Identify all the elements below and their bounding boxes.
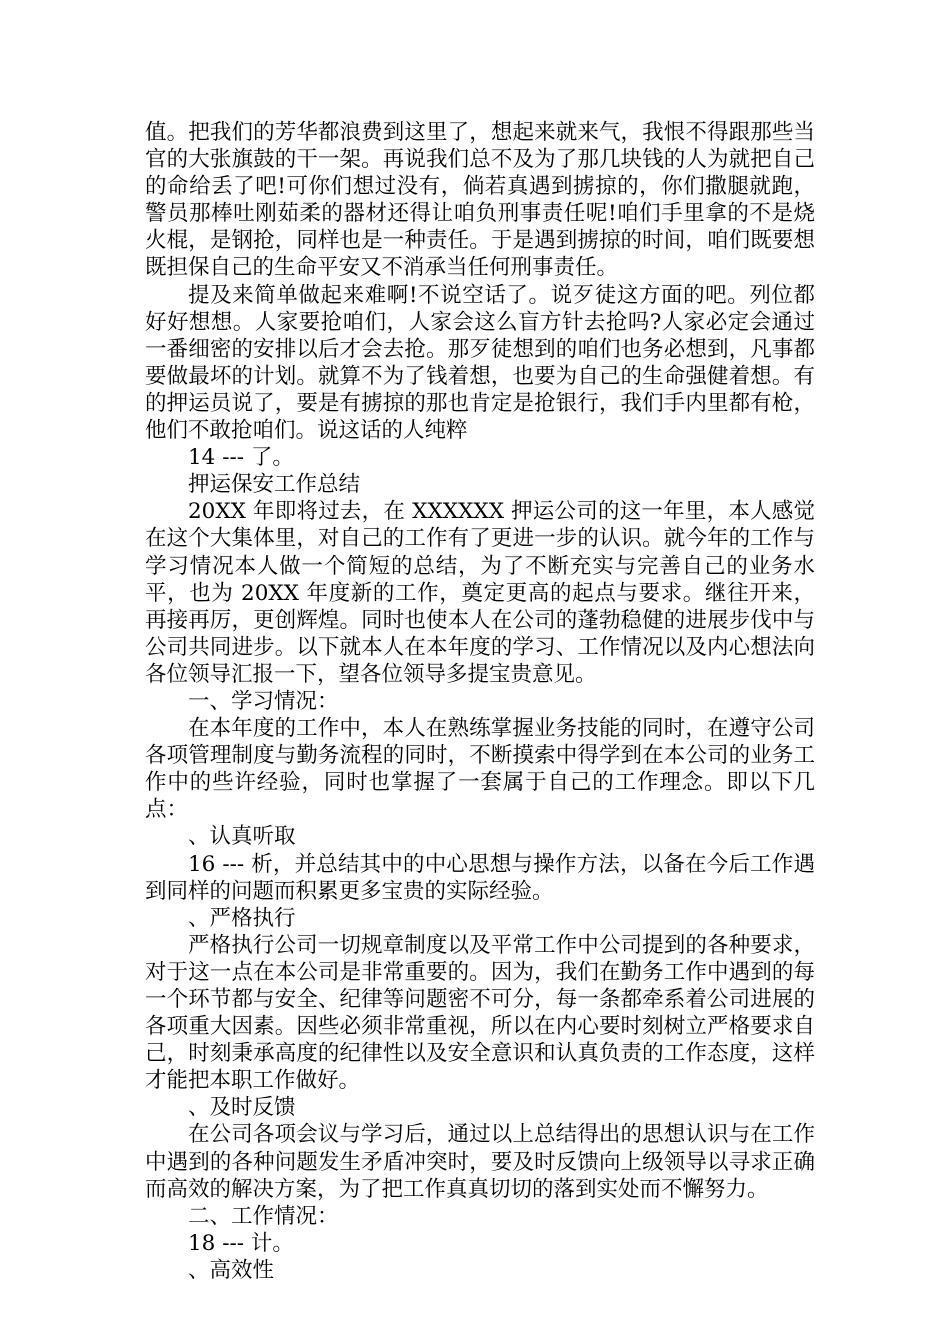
paragraph-strict: 严格执行公司一切规章制度以及平常工作中公司提到的各种要求，对于这一点在本公司是非常重要的。因为，我们在勤务工作中遇到的每一个环节都与安全、纪律等问题密不可分，每一条都牵系着公司进展的各项重大因素。因些必须非常重视，所以在内心要时刻树立严格要求自己，时刻秉承高度的纪律性以及安全意识和认真负责的工作态度，这样才能把本职工作做好。 bbox=[145, 932, 815, 1094]
heading-work: 二、工作情况： bbox=[188, 1203, 339, 1229]
subheading-listen: 、认真听取 bbox=[188, 824, 296, 850]
subheading-feedback: 、及时反馈 bbox=[188, 1095, 296, 1121]
paragraph-study: 在本年度的工作中，本人在熟练掌握业务技能的同时，在遵守公司各项管理制度与勤务流程的同时，不断摸索中得学到在本公司的业务工作中的些许经验，同时也掌握了一套属于自己的工作理念。即以下几点： bbox=[145, 716, 815, 823]
paragraph-feedback: 在公司各项会议与学习后，通过以上总结得出的思想认识与在工作中遇到的各种问题发生矛盾冲突时，要及时反馈向上级领导以寻求正确而高效的解决方案，为了把工作真真切切的落到实处而不懈努力。 bbox=[145, 1122, 815, 1202]
subheading-strict: 、严格执行 bbox=[188, 905, 296, 931]
section-title: 押运保安工作总结 bbox=[188, 472, 361, 498]
paragraph-listen: 16 --- 析，并总结其中的中心思想与操作方法，以备在今后工作遇到同样的问题而积累更多宝贵的实际经验。 bbox=[145, 851, 815, 904]
page-break-marker-14: 14 --- 了。 bbox=[188, 445, 294, 471]
subheading-efficiency: 、高效性 bbox=[188, 1257, 275, 1283]
paragraph-body-2: 提及来简单做起来难啊!不说空话了。说歹徒这方面的吧。列位都好好想想。人家要抢咱们，人家会这么盲方针去抢吗?人家必定会通过一番细密的安排以后才会去抢。那歹徒想到的咱们也务必想到，凡事都要做最坏的计划。就算不为了钱着想，也要为自己的生命强健着想。有的押运员说了，要是有掳掠的那也肯定是抢银行，我们手内里都有枪，他们不敢抢咱们。说这话的人纯粹 bbox=[145, 282, 815, 444]
paragraph-body-1: 值。把我们的芳华都浪费到这里了，想起来就来气，我恨不得跟那些当官的大张旗鼓的干一架。再说我们总不及为了那几块钱的人为就把自己的命给丢了吧!可你们想过没有，倘若真遇到掳掠的，你们撒腿就跑，警员那棒吐刚茹柔的器材还得让咱负刑事责任呢!咱们手里拿的不是烧火棍，是钢抢，同样也是一种责任。于是遇到掳掠的时间，咱们既要想既担保自己的生命平安又不消承当任何刑事责任。 bbox=[145, 120, 815, 281]
page-break-marker-18: 18 --- 计。 bbox=[188, 1230, 294, 1256]
document-body bbox=[145, 119, 815, 1284]
paragraph-intro: 20XX 年即将过去，在 XXXXXX 押运公司的这一年里，本人感觉在这个大集体里，对自己的工作有了更进一步的认识。就今年的工作与学习情况本人做一个简短的总结，为了不断充实与完善自己的业务水平，也为 20XX 年度新的工作，奠定更高的起点与要求。继往开来，再接再厉，更创辉煌。同时也使本人在公司的蓬勃稳健的进展步伐中与公司共同进步。以下就本人在本年度的学习、工作情况以及内心想法向各位领导汇报一下，望各位领导多提宝贵意见。 bbox=[145, 499, 815, 687]
heading-study: 一、学习情况： bbox=[188, 688, 339, 714]
